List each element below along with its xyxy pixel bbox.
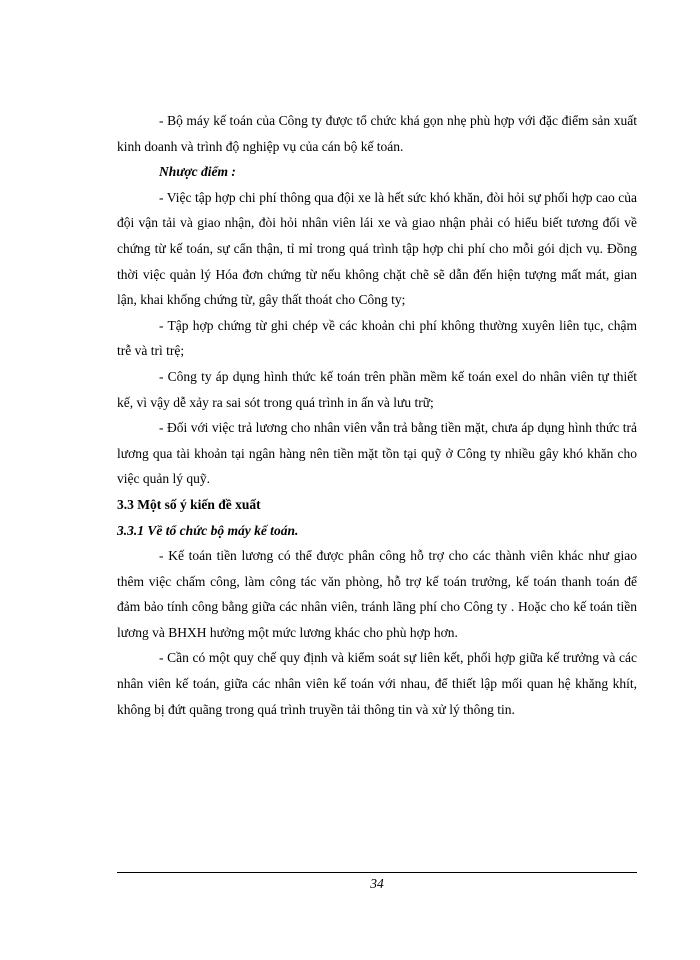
subhead-disadvantages: Nhược điểm : — [159, 164, 236, 180]
page-content — [117, 108, 637, 722]
paragraph-excel-software: - Công ty áp dụng hình thức kế toán trên phần mềm kế toán exel do nhân viên tự thiết kế, vì vậy dễ xảy ra sai sót trong quá trình in ấn và lưu trữ; — [117, 368, 637, 410]
paragraph-advantage-accounting-structure: - Bộ máy kế toán của Công ty được tổ chức khá gọn nhẹ phù hợp với đặc điểm sản xuất kinh doanh và trình độ nghiệp vụ của cán bộ kế toán. — [117, 113, 637, 154]
paragraph-irregular-expenses: - Tập hợp chứng từ ghi chép về các khoản chi phí không thường xuyên liên tục, chậm trễ và trì trệ; — [117, 317, 637, 359]
paragraph-cost-aggregation: - Việc tập hợp chi phí thông qua đội xe là hết sức khó khăn, đòi hỏi sự phối hợp cao của đội vận tải và giao nhận, đòi hỏi nhân viên lái xe và giao nhận phải có hiểu biết tương đối về chứng từ kế toán, sự cẩn thận, tỉ mỉ trong quá trình tập hợp chi phí cho mỗi gói dịch vụ. Đồng thời việc quản lý Hóa đơn chứng từ nếu không chặt chẽ sẽ dẫn đến hiện tượng mất mát, gian lận, khai khống chứng từ, gây thất thoát cho Công ty; — [117, 189, 637, 308]
section-heading-3-3: 3.3 Một số ý kiến đề xuất — [117, 496, 261, 512]
section-subheading-3-3-1: 3.3.1 Về tổ chức bộ máy kế toán. — [117, 522, 299, 538]
page-number: 34 — [370, 876, 384, 891]
footer-divider — [117, 872, 637, 873]
paragraph-payroll-accountant: - Kế toán tiền lương có thể được phân công hỗ trợ cho các thành viên khác như giao thêm việc chấm công, làm công tác văn phòng, hỗ trợ kế toán trưởng, kế toán thanh toán để đảm bảo tính công bằng giữa các nhân viên, tránh lãng phí cho Công ty . Hoặc cho kế toán tiền lương và BHXH hưởng một mức lương khác cho phù hợp hơn. — [117, 548, 637, 640]
paragraph-coordination-rules: - Cần có một quy chế quy định và kiểm soát sự liên kết, phối hợp giữa kế trưởng và các nhân viên kế toán, giữa các nhân viên kế toán với nhau, để thiết lập mối quan hệ khăng khít, không bị đứt quãng trong quá trình truyền tải thông tin và xử lý thông tin. — [117, 650, 637, 717]
paragraph-cash-salary: - Đối với việc trả lương cho nhân viên vẫn trả bằng tiền mặt, chưa áp dụng hình thức trả lương qua tài khoản tại ngân hàng nên tiền mặt tồn tại quỹ ở Công ty nhiều gây khó khăn cho việc quản lý quỹ. — [117, 420, 637, 487]
